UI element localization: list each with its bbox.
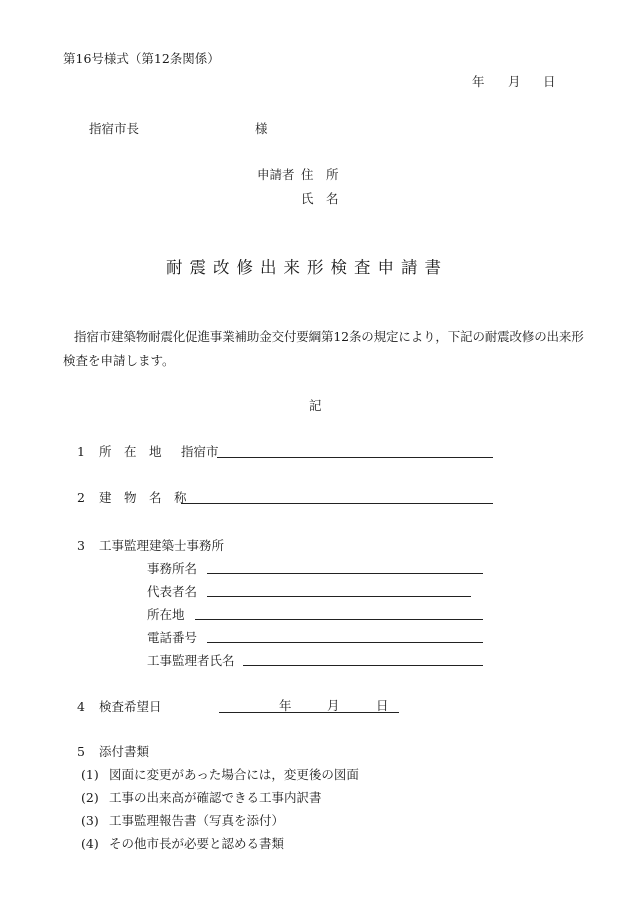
item-2-building-name-field[interactable] <box>181 503 493 504</box>
applicant-address-label: 住 所 <box>301 167 339 182</box>
item-3-location-label: 所在地 <box>147 607 185 622</box>
attachment-1-text: 図面に変更があった場合には，変更後の図面 <box>109 767 359 782</box>
ki-heading: 記 <box>309 398 322 413</box>
addressee-name: 指宿市長 <box>89 121 140 136</box>
item-3-number: 3 <box>77 538 85 553</box>
item-4-month-label: 月 <box>327 698 340 713</box>
item-1-number: 1 <box>77 444 85 459</box>
item-3-location-field[interactable] <box>195 619 483 620</box>
attachment-4-number: (4) <box>81 836 99 851</box>
item-3-representative-field[interactable] <box>207 596 471 597</box>
item-4-day-label: 日 <box>376 698 389 713</box>
date-day-label: 日 <box>543 74 556 89</box>
item-4-number: 4 <box>77 699 85 714</box>
attachment-2-text: 工事の出来高が確認できる工事内訳書 <box>109 790 322 805</box>
item-3-office-name-field[interactable] <box>207 573 483 574</box>
attachment-3-number: (3) <box>81 813 99 828</box>
item-2-label: 建 物 名 称 <box>99 490 187 505</box>
applicant-label: 申請者 <box>257 167 295 182</box>
item-3-supervisor-label: 工事監理者氏名 <box>147 653 235 668</box>
date-year-label: 年 <box>472 74 485 89</box>
item-3-representative-label: 代表者名 <box>147 584 198 599</box>
item-3-supervisor-field[interactable] <box>243 665 483 666</box>
item-1-location-field[interactable] <box>217 457 493 458</box>
item-3-phone-field[interactable] <box>207 642 483 643</box>
item-1-prefix: 指宿市 <box>181 444 219 459</box>
body-text-line-1: 指宿市建築物耐震化促進事業補助金交付要綱第12条の規定により，下記の耐震改修の出来形 <box>74 329 584 344</box>
applicant-name-label: 氏 名 <box>301 191 339 206</box>
item-4-year-label: 年 <box>279 698 292 713</box>
date-month-label: 月 <box>508 74 521 89</box>
attachment-4-text: その他市長が必要と認める書類 <box>109 836 285 851</box>
item-3-label: 工事監理建築士事務所 <box>99 538 225 553</box>
item-3-phone-label: 電話番号 <box>147 630 198 645</box>
item-2-number: 2 <box>77 490 85 505</box>
item-5-label: 添付書類 <box>99 744 150 759</box>
item-3-office-name-label: 事務所名 <box>147 561 198 576</box>
attachment-1-number: (1) <box>81 767 99 782</box>
attachment-3-text: 工事監理報告書（写真を添付） <box>109 813 285 828</box>
body-text-line-2: 検査を申請します。 <box>63 353 175 368</box>
item-4-label: 検査希望日 <box>99 699 162 714</box>
item-1-label: 所 在 地 <box>99 444 162 459</box>
item-5-number: 5 <box>77 744 85 759</box>
document-title: 耐震改修出来形検査申請書 <box>166 258 448 277</box>
addressee-honorific: 様 <box>255 121 268 136</box>
item-4-date-field[interactable] <box>219 712 399 713</box>
attachment-2-number: (2) <box>81 790 99 805</box>
form-number: 第16号様式（第12条関係） <box>63 51 220 66</box>
